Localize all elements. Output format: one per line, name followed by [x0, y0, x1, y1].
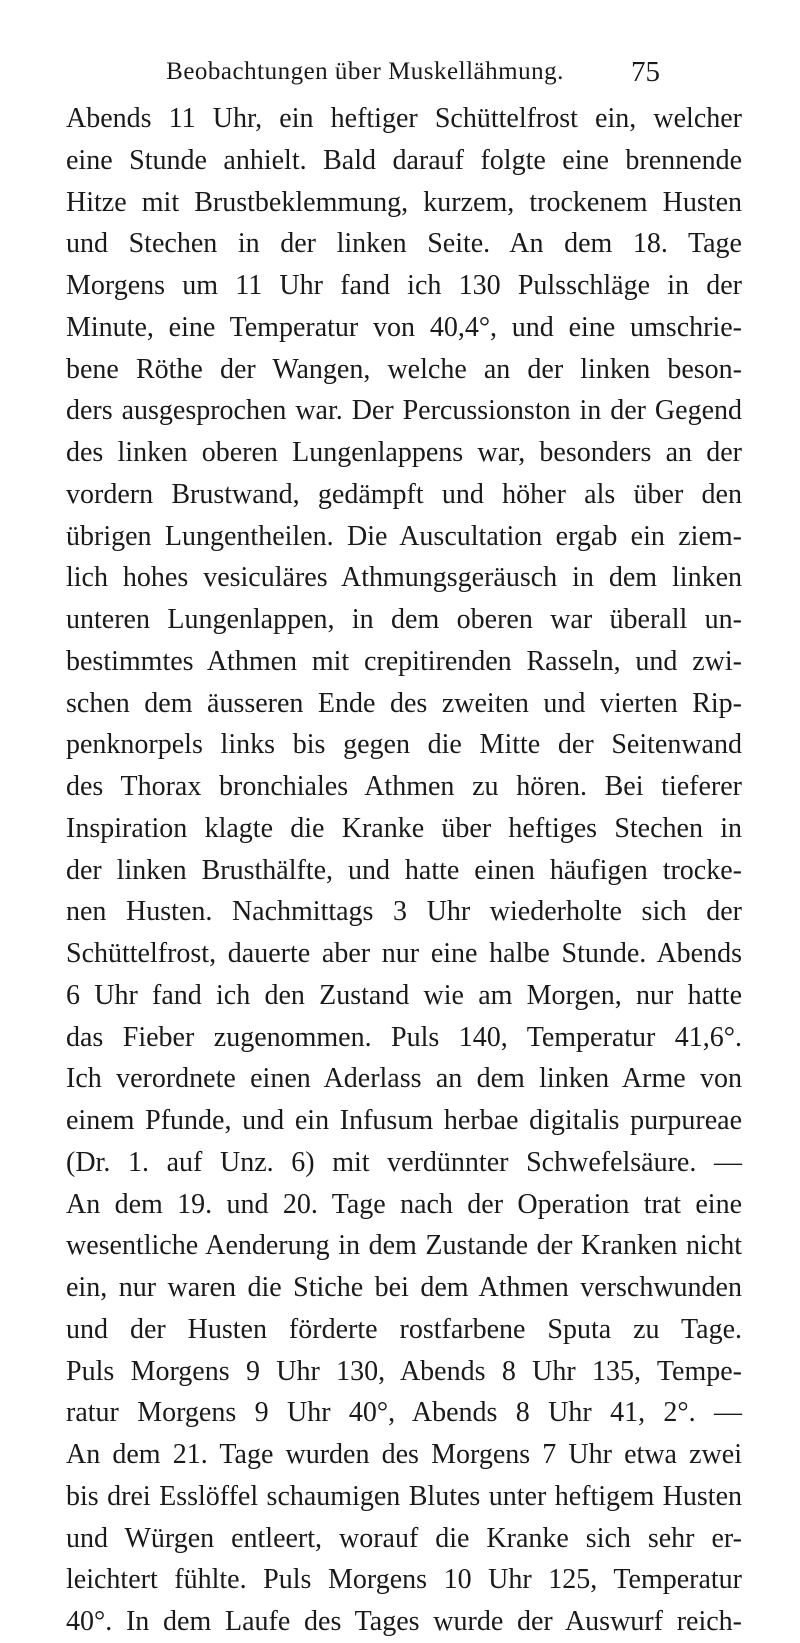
text-line: und Würgen entleert, worauf die Kranke sich sehr er- — [66, 1522, 742, 1554]
text-line: Morgens um 11 Uhr fand ich 130 Pulsschläge in der — [66, 270, 742, 301]
body-paragraph — [66, 98, 742, 1643]
text-line: bene Röthe der Wangen, welche an der linken beson- — [66, 353, 742, 385]
text-line: Abends 11 Uhr, ein heftiger Schüttelfrost ein, welcher — [66, 103, 742, 134]
text-line: An dem 21. Tage wurden des Morgens 7 Uhr etwa zwei — [66, 1439, 742, 1470]
text-line: und der Husten förderte rostfarbene Sputa zu Tage. — [66, 1313, 742, 1345]
text-line: eine Stunde anhielt. Bald darauf folgte eine brennende — [66, 144, 742, 176]
text-line: wesentliche Aenderung in dem Zustande der Kranken nicht — [66, 1230, 742, 1262]
text-line: übrigen Lungentheilen. Die Auscultation ergab ein ziem- — [66, 520, 742, 552]
text-line: des linken oberen Lungenlappens war, besonders an der — [66, 437, 742, 468]
text-line: 6 Uhr fand ich den Zustand wie am Morgen, nur hatte — [66, 979, 742, 1011]
text-line: nen Husten. Nachmittags 3 Uhr wiederholte sich der — [66, 896, 742, 928]
text-line: vordern Brustwand, gedämpft und höher als über den — [66, 478, 742, 510]
text-line: ratur Morgens 9 Uhr 40°, Abends 8 Uhr 41, 2°. — — [66, 1397, 742, 1429]
text-line: das Fieber zugenommen. Puls 140, Temperatur 41,6°. — [66, 1021, 742, 1053]
text-line: (Dr. 1. auf Unz. 6) mit verdünnter Schwefelsäure. — — [66, 1146, 742, 1178]
text-line: ders ausgesprochen war. Der Percussionston in der Gegend — [66, 395, 742, 427]
text-line: des Thorax bronchiales Athmen zu hören. Bei tieferer — [66, 771, 742, 802]
text-line: unteren Lungenlappen, in dem oberen war überall un- — [66, 604, 742, 635]
text-line: Minute, eine Temperatur von 40,4°, und eine umschrie- — [66, 311, 742, 343]
text-line: Puls Morgens 9 Uhr 130, Abends 8 Uhr 135, Tempe- — [66, 1355, 742, 1387]
text-line: leichtert fühlte. Puls Morgens 10 Uhr 125, Temperatur — [66, 1564, 742, 1596]
running-title: Beobachtungen über Muskellähmung. — [166, 58, 564, 85]
text-line: einem Pfunde, und ein Infusum herbae digitalis purpureae — [66, 1105, 742, 1136]
text-line: Inspiration klagte die Kranke über heftiges Stechen in — [66, 812, 742, 844]
running-head — [140, 58, 660, 98]
text-line: lich hohes vesiculäres Athmungsgeräusch in dem linken — [66, 562, 742, 594]
text-line: bis drei Esslöffel schaumigen Blutes unter heftigem Husten — [66, 1480, 742, 1512]
page-number: 75 — [631, 56, 660, 88]
text-line: der linken Brusthälfte, und hatte einen häufigen trocke- — [66, 854, 742, 886]
text-line: und Stechen in der linken Seite. An dem 18. Tage — [66, 228, 742, 260]
text-line: Schüttelfrost, dauerte aber nur eine halbe Stunde. Abends — [66, 938, 742, 969]
text-line: schen dem äusseren Ende des zweiten und vierten Rip- — [66, 687, 742, 719]
text-line: Ich verordnete einen Aderlass an dem linken Arme von — [66, 1063, 742, 1095]
text-line: bestimmtes Athmen mit crepitirenden Rasseln, und zwi- — [66, 645, 742, 677]
text-line: 40°. In dem Laufe des Tages wurde der Auswurf reich- — [66, 1606, 742, 1637]
text-line: Hitze mit Brustbeklemmung, kurzem, trockenem Husten — [66, 186, 742, 218]
text-line: ein, nur waren die Stiche bei dem Athmen verschwunden — [66, 1272, 742, 1303]
text-line: penknorpels links bis gegen die Mitte der Seitenwand — [66, 729, 742, 761]
text-line: An dem 19. und 20. Tage nach der Operation trat eine — [66, 1188, 742, 1220]
